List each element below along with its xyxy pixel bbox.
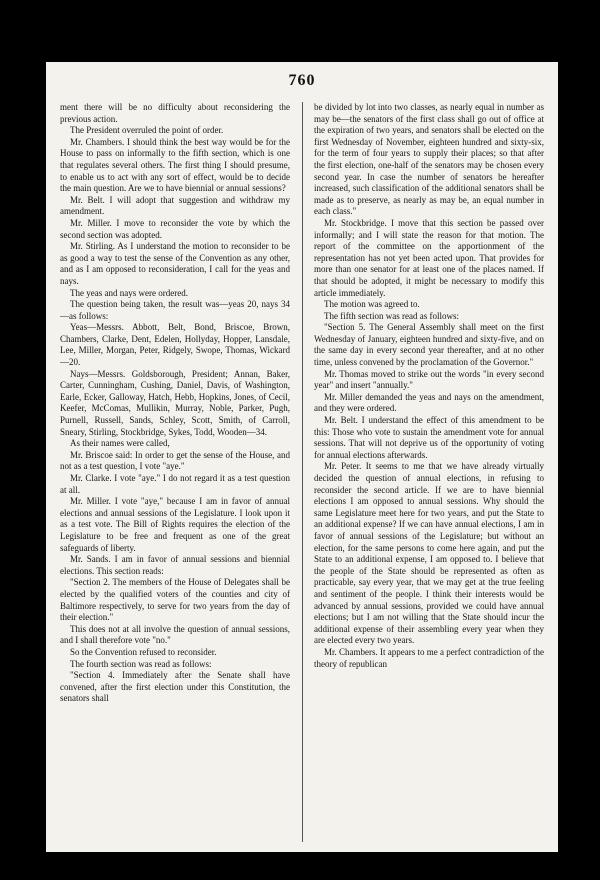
paragraph: Mr. Miller. I vote "aye," because I am in favor of annual elections and annual sessions of the Legislature. I look upon it as a test vote. The Bill of Rights requires the election of the Legislature to be free and frequent as one of the great safeguards of liberty. bbox=[60, 496, 290, 553]
paragraph: The fourth section was read as follows: bbox=[70, 658, 212, 669]
paragraph: Mr. Stirling. As I understand the motion to reconsider to be as good a way to test the sense of the Convention as any other, and as I am opposed to reconsideration, I call for the yeas and nays. bbox=[60, 241, 290, 286]
right-column bbox=[314, 102, 544, 846]
paragraph: Mr. Briscoe said: In order to get the sense of the House, and not as a test question, I vote "aye." bbox=[60, 449, 290, 472]
paragraph: So the Convention refused to reconsider. bbox=[70, 646, 217, 657]
paragraph: "Section 2. The members of the House of Delegates shall be elected by the qualified voters of the counties and city of Baltimore respectively, to serve for two years from the day of their election." bbox=[60, 577, 290, 623]
paragraph: Mr. Clarke. I vote "aye." I do not regard it as a test question at all. bbox=[60, 473, 290, 495]
paragraph: Mr. Belt. I will adopt that suggestion and withdraw my amendment. bbox=[60, 194, 290, 217]
paragraph: Mr. Stockbridge. I move that this section be passed over informally; and I will state the reason for that motion. The report of the committee on the apportionment of the representation has not yet been acted upon. That provides for more than one senator for at least one of the places named. If that should be adopted, it might be necessary to modify this article immediately. bbox=[314, 217, 544, 298]
paragraph: The yeas and nays were ordered. bbox=[70, 287, 188, 298]
paragraph: Mr. Chambers. It appears to me a perfect contradiction of the theory of republican bbox=[314, 646, 544, 669]
paragraph: Mr. Peter. It seems to me that we have already virtually decided the question of annual elections, in refusing to reconsider the second article. If we are to have biennial elections I am opposed to annual sessions. Why should the same Legislature meet here for two years, and put the State to an additional expense? If we can have annual elections, I am in favor of annual sessions of the Legislature; but without an election, for the same persons to come here again, and put the State to an additional expense, I am opposed to. I believe that the people of the State should be represented as often as practicable, say every year, that we may get at the true feeling and sentiment of the people. I think their interests would be advanced by annual sessions, provided we could have annual elections; but I am not willing that the State should incur the additional expense of their assembling every year when they are elected every two years. bbox=[314, 461, 544, 646]
paragraph: Mr. Miller demanded the yeas and nays on the amendment, and they were ordered. bbox=[314, 391, 544, 414]
column-divider bbox=[302, 102, 303, 842]
paragraph: Mr. Chambers. I should think the best way would be for the House to pass on informally to the fifth section, which is one that regulates several others. The first thing I should presume, to enable us to act with any sort of effect, would be to decide the main question. Are we to have biennial or annual sessions? bbox=[60, 136, 290, 194]
paragraph: Mr. Thomas moved to strike out the words "in every second year" and insert "annually." bbox=[314, 368, 544, 391]
paragraph: The question being taken, the result was—yeas 20, nays 34—as follows: bbox=[60, 299, 290, 321]
paragraph: As their names were called, bbox=[70, 438, 170, 449]
left-column bbox=[60, 102, 290, 846]
paragraph: be divided by lot into two classes, as nearly equal in number as may be—the senators of the first class shall go out of office at the expiration of two years, and senators shall be elected on the first Wednesday of November, eighteen hundred and sixty-six, for the term of four years to supply their places; so that after the first election, one-half of the senators may be chosen every second year. In case the number of senators be hereafter increased, such classification of the additional senators shall be made as to preserve, as nearly as may be, an equal number in each class." bbox=[314, 102, 544, 217]
paragraph: Mr. Sands. I am in favor of annual sessions and biennial elections. This section reads: bbox=[60, 554, 290, 576]
paragraph: Yeas—Messrs. Abbott, Belt, Bond, Briscoe, Brown, Chambers, Clarke, Dent, Edelen, Hollyday, Hopper, Lansdale, Lee, Miller, Morgan, Peter, Ridgely, Swope, Thomas, Wickard—20. bbox=[60, 322, 290, 368]
page-number: 760 bbox=[288, 72, 316, 89]
paragraph: Mr. Belt. I understand the effect of this amendment to be this: Those who vote to sustain the amendment vote for annual sessions. That will not deprive us of the opportunity of voting for annual elections afterwards. bbox=[314, 415, 544, 460]
paragraph: Nays—Messrs. Goldsborough, President; Annan, Baker, Carter, Cunningham, Cushing, Daniel, Davis, of Washington, Earle, Ecker, Galloway, Hatch, Hebb, Hopkins, Jones, of Cecil, Keefer, McComas, Mullikin, Murray, Noble, Parker, Pugh, Purnell, Russell, Sands, Schley, Scott, Smith, of Carroll, Sneary, Stirling, Stockbridge, Sykes, Todd, Wooden—34. bbox=[60, 368, 290, 437]
document-page bbox=[46, 62, 558, 852]
paragraph: This does not at all involve the question of annual sessions, and I shall therefore vote "no." bbox=[60, 623, 290, 646]
paragraph: The motion was agreed to. bbox=[324, 299, 420, 310]
paragraph: The fifth section was read as follows: bbox=[324, 310, 459, 321]
paragraph: "Section 4. Immediately after the Senate shall have convened, after the first election under this Constitution, the senators shall bbox=[60, 670, 290, 704]
paragraph: The President overruled the point of order. bbox=[70, 125, 224, 136]
paragraph: "Section 5. The General Assembly shall meet on the first Wednesday of January, eighteen hundred and sixty-five, and on the same day in every second year thereafter, and at no other time, unless convened by the proclamation of the Governor." bbox=[314, 322, 544, 368]
paragraph: ment there will be no difficulty about reconsidering the previous action. bbox=[60, 102, 290, 124]
paragraph: Mr. Miller. I move to reconsider the vote by which the second section was adopted. bbox=[60, 217, 290, 240]
